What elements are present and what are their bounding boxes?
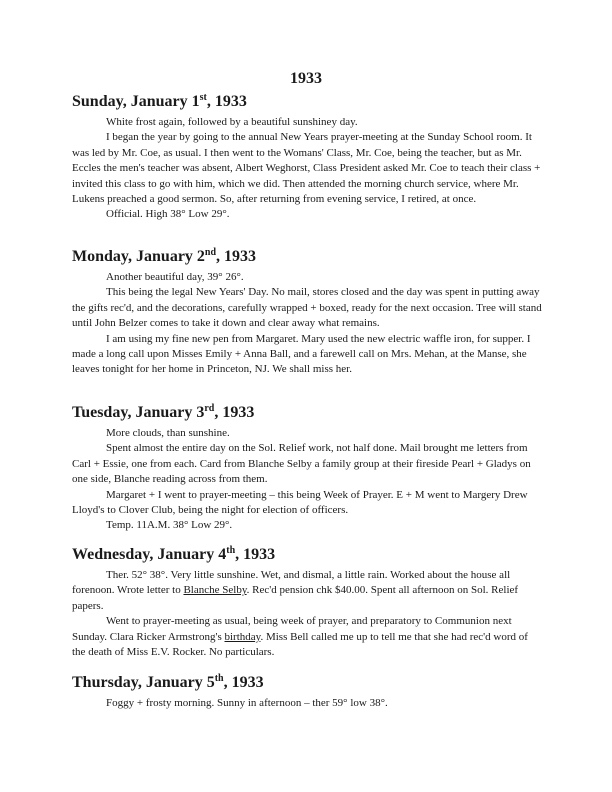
diary-entry: [72, 545, 542, 660]
entry-ordinal: rd: [204, 403, 215, 414]
entry-year: , 1933: [214, 404, 255, 421]
entry-ordinal: th: [214, 673, 224, 684]
entry-paragraph: This being the legal New Years' Day. No mail, stores closed and the day was spent in putting away the gifts rec'd, and the decorations, carefully wrapped + boxed, ready for the next occasion. Tree will stand until John Belzer comes to take it down and clear away what remains.: [72, 286, 542, 330]
entry-paragraph: Margaret + I went to prayer-meeting – this being Week of Prayer. E + M went to Margery Drew Lloyd's to Clover Club, being the night for election of officers.: [72, 488, 528, 517]
entry-paragraph: Spent almost the entire day on the Sol. Relief work, not half done. Mail brought me letters from Carl + Essie, one from each. Card from Blanche Selby a family group at their fireside Pearl + Gladys on one side, Blanche reading across from them.: [72, 442, 531, 486]
entry-paragraph: Went to prayer-meeting as usual, being week of prayer, and preparatory to Communion next Sunday. Clara Ricker Armstrong's birthday. Miss Bell called me up to tell me that she had rec'd word of the death of Miss E.V. Rocker. No particulars.: [72, 615, 528, 659]
entry-day: Wednesday, January 4: [72, 546, 227, 563]
entry-ordinal: th: [226, 545, 236, 556]
entry-paragraph: Foggy + frosty morning. Sunny in afternoon – ther 59° low 38°.: [106, 697, 388, 709]
entry-heading: [72, 92, 542, 112]
entry-paragraph: Another beautiful day, 39° 26°.: [106, 271, 244, 283]
entry-ordinal: st: [199, 92, 207, 103]
entry-heading: [72, 545, 542, 565]
diary-entry: [72, 92, 542, 223]
entry-heading: [72, 403, 542, 423]
entry-year: , 1933: [235, 546, 276, 563]
diary-entry: [72, 247, 542, 378]
entry-year: , 1933: [206, 93, 247, 110]
diary-entry: [72, 673, 542, 711]
entry-paragraph: Temp. 11A.M. 38° Low 29°.: [106, 519, 233, 532]
entry-year: , 1933: [223, 674, 264, 691]
entry-day: Tuesday, January 3: [72, 404, 205, 421]
page-year-title: 1933: [290, 70, 322, 87]
entry-paragraph: I am using my fine new pen from Margaret. Mary used the new electric waffle iron, for supper. I made a long call upon Misses Emily + Anna Ball, and a farewell call on Mrs. Mehan, at the Manse, she leaves tonight for her home in Princeton, NJ. We shall miss her.: [72, 332, 531, 376]
entry-heading: [72, 247, 542, 267]
entry-day: Sunday, January 1: [72, 93, 200, 110]
diary-entry: [72, 403, 542, 534]
entry-heading: [72, 673, 542, 693]
entry-paragraph: More clouds, than sunshine.: [106, 427, 230, 439]
underlined-text: birthday: [224, 630, 261, 643]
entry-ordinal: nd: [204, 247, 217, 258]
entry-year: , 1933: [216, 248, 257, 265]
entry-paragraph: I began the year by going to the annual New Years prayer-meeting at the Sunday School room. It was led by Mr. Coe, as usual. I then went to the Womans' Class, Mr. Coe, being the teacher, but as Mr. Eccles the men's teacher was absent, Albert Weghorst, Class President asked Mr. Coe to teach their class + invited this class to go with him, which we did. Then attended the morning church service, where Mr. Lukens preached a good sermon. So, after returning from evening service, I retired, at once.: [72, 131, 541, 206]
entry-day: Monday, January 2: [72, 248, 205, 265]
entry-day: Thursday, January 5: [72, 674, 215, 691]
entry-paragraph: Ther. 52° 38°. Very little sunshine. Wet, and dismal, a little rain. Worked about the house all forenoon. Wrote letter to Blanche Selby. Rec'd pension chk $40.00. Spent all afternoon on Sol. Relief papers.: [72, 569, 519, 612]
entry-paragraph: White frost again, followed by a beautiful sunshiney day.: [106, 116, 358, 128]
underlined-text: Blanche Selby: [183, 584, 247, 597]
entry-paragraph: Official. High 38° Low 29°.: [106, 208, 230, 221]
